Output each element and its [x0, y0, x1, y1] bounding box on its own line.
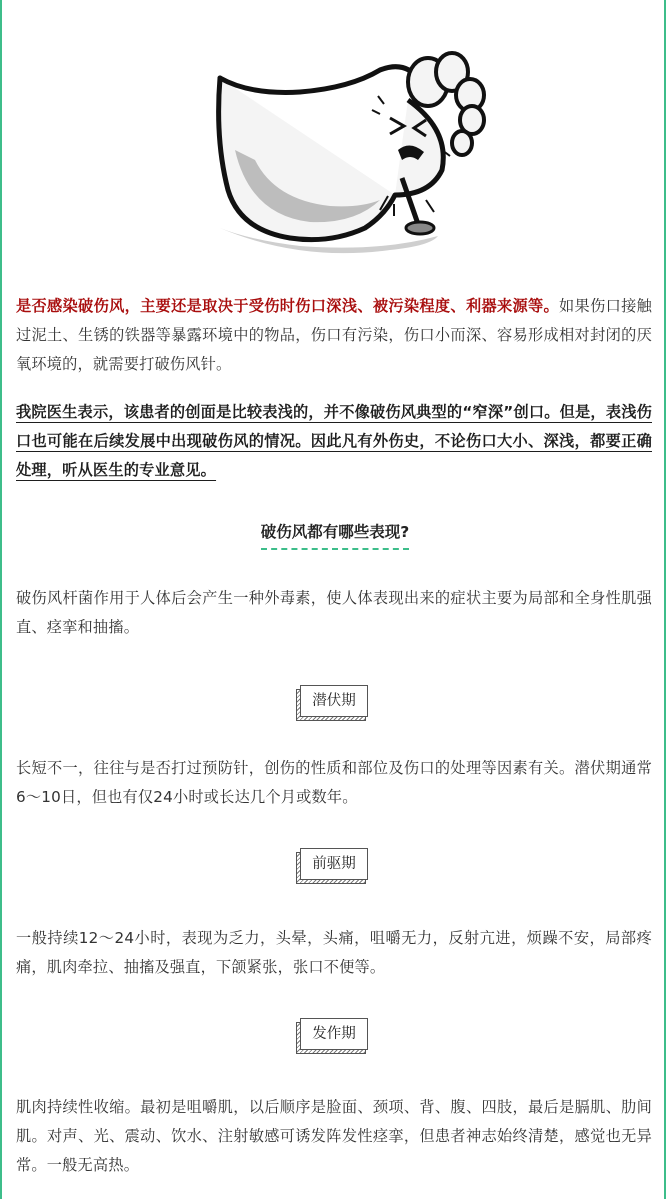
- intro-paragraph: [16, 292, 652, 379]
- stage-label-text: 发作期: [300, 1018, 368, 1050]
- intro-highlight: 是否感染破伤风，主要还是取决于受伤时伤口深浅、被污染程度、利器来源等。: [16, 297, 560, 315]
- stage-label-text: 潜伏期: [300, 685, 368, 717]
- doctor-note-paragraph: [16, 398, 652, 485]
- intro-rest: 如果伤口接触过泥土、生锈的铁器等暴露环境中的物品，伤口有污染，伤口小而深、容易形成相对封闭的厌氧环境的，就需要打破伤风针。: [16, 297, 653, 373]
- doctor-note: 我院医生表示，该患者的创面是比较表浅的，并不像破伤风典型的“窄深”创口。但是，表浅伤口也可能在后续发展中出现破伤风的情况。因此凡有外伤史，不论伤口大小、深浅，都要正确处理，听从医生的专业意见。: [16, 403, 652, 479]
- stage-label-attack: [296, 1018, 370, 1054]
- section-heading: [0, 520, 670, 550]
- stage-text-incubation: 长短不一，往往与是否打过预防针，创伤的性质和部位及伤口的处理等因素有关。潜伏期通常6～10日，但也有仅24小时或长达几个月或数年。: [16, 759, 652, 806]
- stage-label-prodromal: [296, 848, 370, 884]
- stage-label-text: 前驱期: [300, 848, 368, 880]
- stage-text-attack: 肌肉持续性收缩。最初是咀嚼肌，以后顺序是脸面、颈项、背、腹、四肢，最后是膈肌、肋间肌。对声、光、震动、饮水、注射敏感可诱发阵发性痉挛，但患者神志始终清楚，感觉也无异常。一般无高热。: [16, 1098, 652, 1174]
- stage-label-incubation: [296, 685, 370, 721]
- stage-text-prodromal: 一般持续12～24小时，表现为乏力，头晕，头痛，咀嚼无力，反射亢进，烦躁不安，局部疼痛，肌肉牵拉、抽搐及强直，下颌紧张，张口不便等。: [16, 929, 652, 976]
- foot-stepping-on-nail-illustration: [180, 0, 500, 270]
- section-heading-text: 破伤风都有哪些表现?: [261, 520, 410, 550]
- overview-paragraph: 破伤风杆菌作用于人体后会产生一种外毒素，使人体表现出来的症状主要为局部和全身性肌强直、痉挛和抽搐。: [16, 589, 652, 636]
